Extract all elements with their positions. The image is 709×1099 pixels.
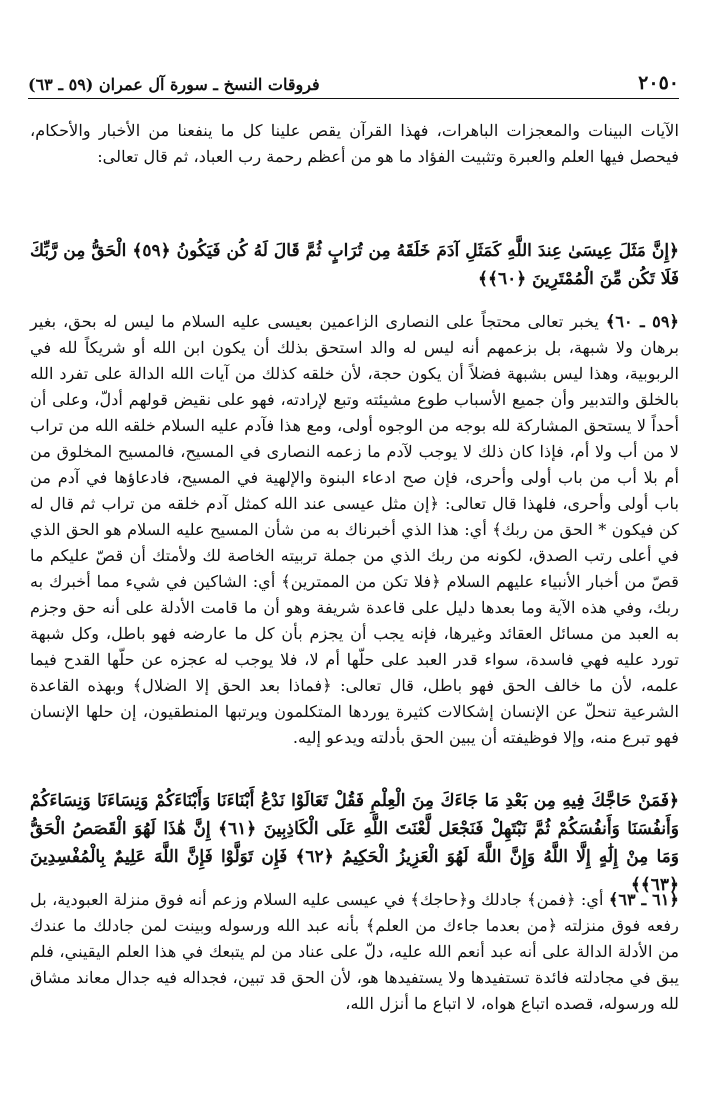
running-title: فروقات النسخ ـ سورة آل عمران (٥٩ ـ ٦٣) <box>28 75 320 94</box>
paragraph-commentary-61-63 <box>30 887 679 1072</box>
page-content <box>30 118 679 1072</box>
paragraph-commentary-59-60 <box>30 309 679 775</box>
verse-reference-61-63: ﴿٦١ ـ ٦٣﴾ <box>608 890 679 909</box>
paragraph-intro <box>30 118 679 225</box>
quran-verse-59-60 <box>30 237 679 297</box>
quran-verse-61-63 <box>30 787 679 895</box>
quran-verse-59-60-text: ﴿إِنَّ مَثَلَ عِيسَىٰ عِندَ اللَّهِ كَمَثَلِ آدَمَ خَلَقَهُ مِن تُرَابٍ ثُمَّ قَالَ لَهُ كُن فَيَكُونُ ﴿٥٩﴾ الْحَقُّ مِن رَّبِّكَ فَلَا تَكُن مِّنَ الْمُمْتَرِينَ ﴿٦٠﴾﴾ <box>30 241 680 289</box>
paragraph-intro-text: الآيات البينات والمعجزات الباهرات، فهذا القرآن يقص علينا كل ما ينفعنا من الأخبار والأحكام، فيحصل فيها العلم والعبرة وتثبيت الفؤاد ما هو من أعظم رحمة رب العباد، ثم قال تعالى: <box>30 121 679 166</box>
paragraph-commentary-61-63-text: أي: ﴿فمن﴾ جادلك و﴿حاجك﴾ في عيسى عليه السلام وزعم أنه فوق منزلة العبودية، بل رفعه فوق منزلته ﴿من بعدما جاءك من العلم﴾ بأنه عبد الله ورسوله وبينت لمن جادلك ما عندك من الأدلة الدالة على أنه عبد أنعم الله عليه، دلّ على عناد من لم يتبعك في هذا العلم اليقيني، فلم يبق في مجادلته فائدة تستفيدها ولا يستفيدها هو، لأن الحق قد تبين، فجداله فيه جدال معاند مشاق لله ورسوله، قصده اتباع هواه، لا اتباع ما أنزل الله، <box>30 890 679 1013</box>
page-number: ٢٠٥٠ <box>638 72 679 94</box>
page-header <box>28 66 679 99</box>
paragraph-commentary-59-60-text: يخبر تعالى محتجاً على النصارى الزاعمين بعيسى عليه السلام ما ليس له بحق، بغير برهان ولا شبهة، بل بزعمهم أنه ليس له والد استحق بذلك أن يكون ابن الله أو شريكاً لله في الربوبية، وهذا ليس بشبهة فضلاً أن يكون حجة، لأن خلقه كذلك من آيات الله الدالة على تفرد الله بالخلق والتدبير وأن جميع الأسباب طوع مشيئته وتبع لإرادته، فهو على نقيض قولهم أدلّ، وعلى أن أحداً لا يستحق المشاركة لله بوجه من الوجوه أولى، ومع هذا فآدم عليه السلام خلقه الله من تراب لا من أب ولا أم، فإذا كان ذلك لا يوجب لآدم ما زعمه النصارى في المسيح، فالمسيح المخلوق من أم بلا أب من باب أولى وأحرى، فإن صح ادعاء البنوة والإلهية في المسيح، فادعاؤها في آدم من باب أولى وأحرى، فلهذا قال تعالى: ﴿إن مثل عيسى عند الله كمثل آدم خلقه من تراب ثم قال له كن فيكون * الحق من ربك﴾ أي: هذا الذي أخبرناك به من شأن المسيح عليه السلام هو الحق الذي في أعلى رتب الصدق، لكونه من ربك الذي من جملة تربيته الخاصة لك ولأمتك أن قصّ عليكم ما قصّ من أخبار الأنبياء عليهم السلام ﴿فلا تكن من الممترين﴾ أي: الشاكين في شيء مما أخبرك به ربك، وفي هذه الآية وما بعدها دليل على قاعدة شريفة وهو أن ما قامت الأدلة على أنه حق وجزم به العبد من مسائل العقائد وغيرها، فإنه يجب أن يجزم بأن كل ما عارضه فهو باطل، وكل شبهة تورد عليه فهي فاسدة، سواء قدر العبد على حلّها أم لا، فلا يوجب له عجزه عن حلّها القدح فيما علمه، لأن ما خالف الحق فهو باطل، قال تعالى: ﴿فماذا بعد الحق إلا الضلال﴾ وبهذه القاعدة الشرعية تنحلّ عن الإنسان إشكالات كثيرة يوردها المتكلمون ويرتبها المنطقيون، إن حلها الإنسان فهو تبرع منه، وإلا فوظيفته أن يبين الحق بأدلته ويدعو إليه. <box>30 312 679 747</box>
quran-verse-61-63-text: ﴿فَمَنْ حَاجَّكَ فِيهِ مِن بَعْدِ مَا جَاءَكَ مِنَ الْعِلْمِ فَقُلْ تَعَالَوْا نَدْعُ أَبْنَاءَنَا وَأَبْنَاءَكُمْ وَنِسَاءَنَا وَنِسَاءَكُمْ وَأَنفُسَنَا وَأَنفُسَكُمْ ثُمَّ نَبْتَهِلْ فَنَجْعَل لَّعْنَتَ اللَّهِ عَلَى الْكَاذِبِينَ ﴿٦١﴾ إِنَّ هَٰذَا لَهُوَ الْقَصَصُ الْحَقُّ وَمَا مِنْ إِلَٰهٍ إِلَّا اللَّهُ وَإِنَّ اللَّهَ لَهُوَ الْعَزِيزُ الْحَكِيمُ ﴿٦٢﴾ فَإِن تَوَلَّوْا فَإِنَّ اللَّهَ عَلِيمٌ بِالْمُفْسِدِينَ ﴿٦٣﴾﴾ <box>30 791 679 895</box>
verse-reference-59-60: ﴿٥٩ ـ ٦٠﴾ <box>605 312 680 331</box>
